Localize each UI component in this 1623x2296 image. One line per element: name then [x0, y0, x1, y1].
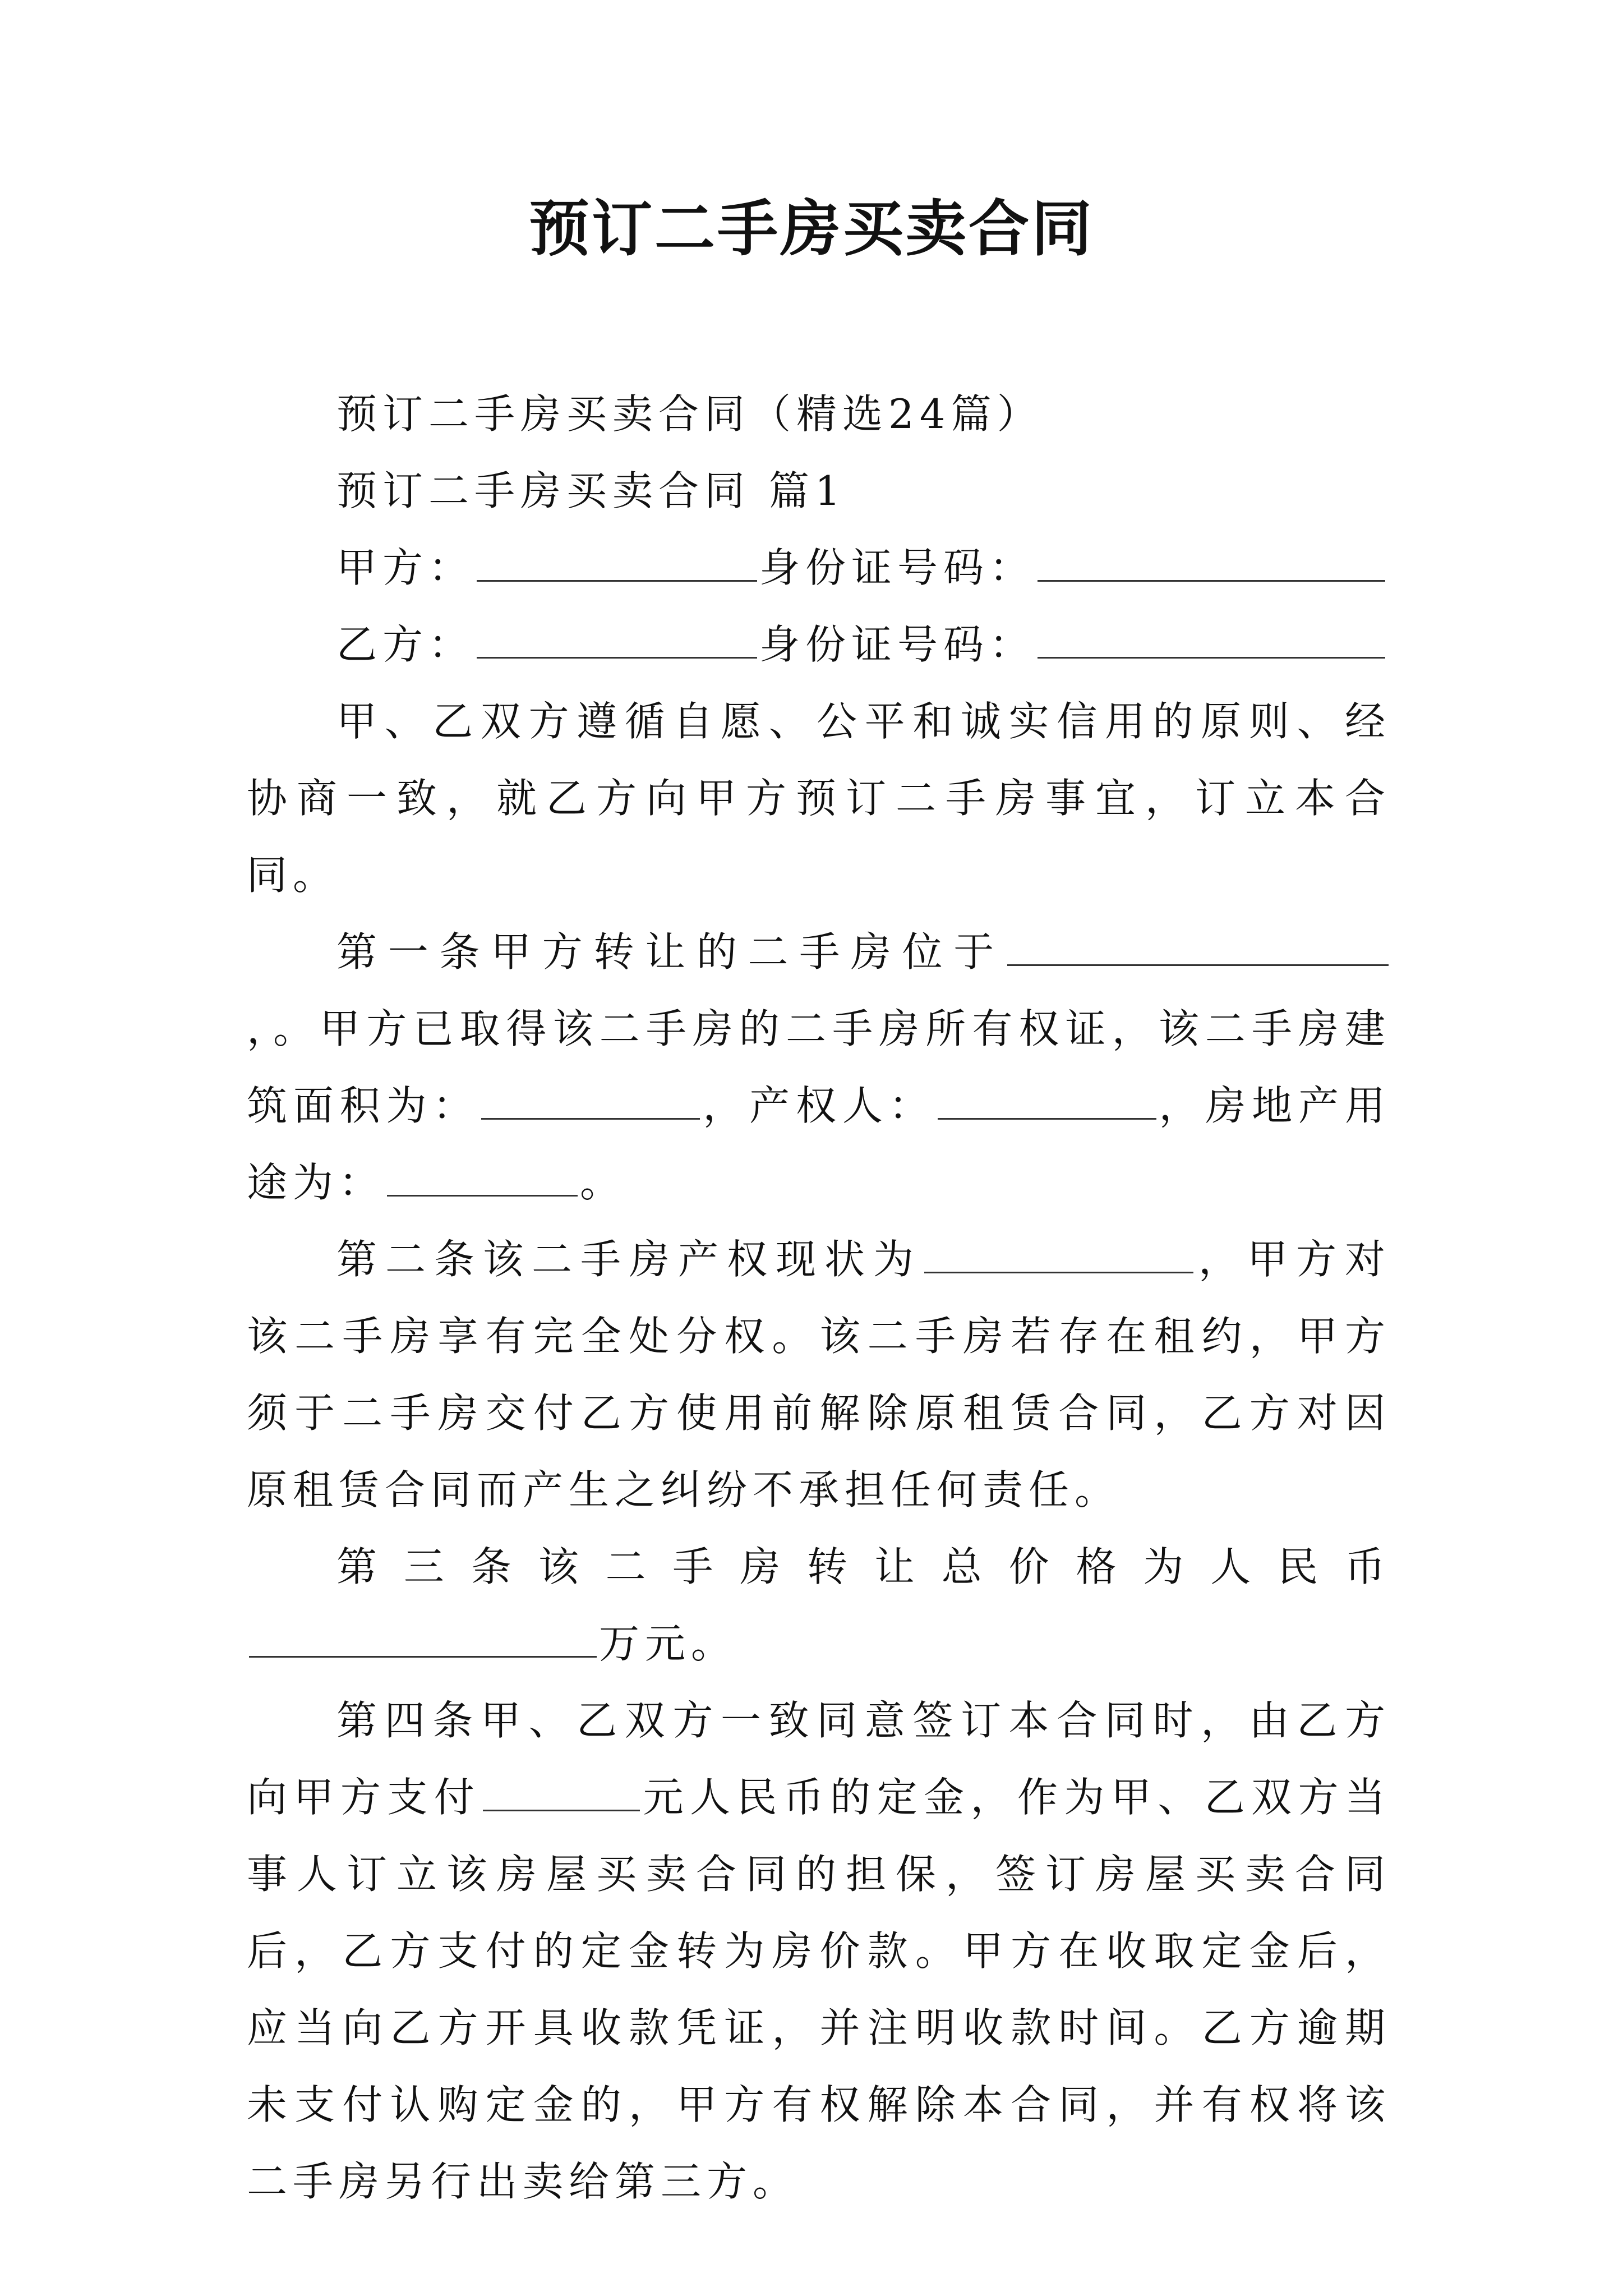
document-title: 预订二手房买卖合同: [528, 194, 1094, 264]
article-3: [247, 1529, 1391, 1682]
property-location-blank: [1007, 924, 1389, 966]
party-b-line: [247, 606, 1391, 683]
intro-paragraph: [247, 683, 1391, 914]
party-b-id-label: 身份证号码：: [759, 621, 1036, 668]
floor-area-blank: [481, 1078, 700, 1120]
section-heading-text: 预订二手房买卖合同 篇1: [336, 467, 846, 514]
total-price-blank: [249, 1616, 597, 1658]
article-1: [247, 914, 1391, 1221]
party-a-line: [247, 530, 1391, 606]
article-4-text-a: 第四条甲、乙双方一致同意签订本合同时，由乙方向甲方支付: [247, 1697, 1391, 1821]
article-1-text-c: ，产权人：: [702, 1082, 935, 1129]
party-a-name-blank: [477, 540, 757, 582]
document-subtitle: [247, 376, 1391, 453]
article-4-text-b: 元人民币的定金，作为甲、乙双方当事人订立该房屋买卖合同的担保，签订房屋买卖合同后，乙方支付的定金转为房价款。甲方在收取定金后，应当向乙方开具收款凭证，并注明收款时间。乙方逾期未支付认购定金的，甲方有权解除本合同，并有权将该二手房另行出卖给第三方。: [247, 1774, 1391, 2205]
article-2-text-b: ，甲方对该二手房享有完全处分权。该二手房若存在租约，甲方须于二手房交付乙方使用前解除原租赁合同，乙方对因原租赁合同而产生之纠纷不承担任何责任。: [247, 1236, 1391, 1513]
property-use-blank: [387, 1154, 578, 1197]
article-3-text-a: 第三条该二手房转让总价格为人民币: [336, 1543, 1391, 1590]
owner-blank: [938, 1078, 1156, 1120]
intro-text: 甲、乙双方遵循自愿、公平和诚实信用的原则、经协商一致，就乙方向甲方预订二手房事宜，订立本合同。: [247, 698, 1391, 899]
property-status-blank: [924, 1231, 1193, 1273]
article-2: [247, 1221, 1391, 1529]
party-b-id-blank: [1038, 616, 1385, 659]
article-1-text-e: 。: [580, 1159, 626, 1206]
article-1-text-a: 第一条甲方转让的二手房位于: [336, 928, 1005, 976]
party-a-label: 甲方：: [336, 544, 475, 591]
article-1-text-b: ，。甲方已取得该二手房的二手房所有权证，该二手房建筑面积为：: [247, 1005, 1391, 1129]
party-a-id-blank: [1038, 540, 1385, 582]
article-2-text-a: 第二条该二手房产权现状为: [336, 1236, 922, 1283]
document-body: [247, 376, 1391, 2220]
party-a-id-label: 身份证号码：: [759, 544, 1036, 591]
section-heading: [247, 453, 1391, 530]
party-b-label: 乙方：: [336, 621, 475, 668]
subtitle-text: 预订二手房买卖合同（精选24篇）: [336, 390, 1043, 438]
article-3-text-b: 万元。: [599, 1620, 737, 1667]
deposit-amount-blank: [483, 1769, 640, 1811]
article-4: [247, 1682, 1391, 2220]
party-b-name-blank: [477, 616, 757, 659]
article-1-text-d: ，房地产用途为：: [247, 1082, 1391, 1206]
